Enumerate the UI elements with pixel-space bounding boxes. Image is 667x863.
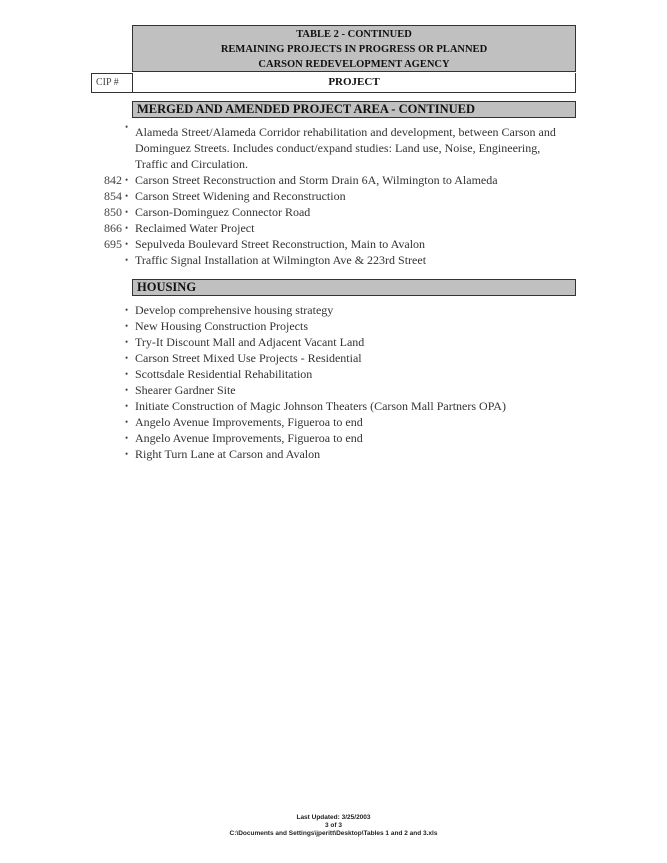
footer [0, 814, 667, 838]
cip-number: 850 [104, 205, 122, 219]
list-item [0, 318, 667, 334]
cip-number: 866 [104, 221, 122, 235]
column-header-cip: CIP # [91, 73, 133, 93]
bullet-icon: • [125, 305, 129, 315]
item-text: Carson-Dominguez Connector Road [135, 205, 311, 219]
cip-number: 842 [104, 173, 122, 187]
list-item [0, 350, 667, 366]
item-text: Carson Street Mixed Use Projects - Residential [135, 351, 362, 365]
list-item [0, 124, 667, 172]
item-text: Alameda Street/Alameda Corridor rehabilitation and development, between Carson and Dominguez Streets. Includes conduct/expand studies: Land use, Noise, Engineering, Traffic and Circulation. [135, 125, 556, 171]
bullet-icon: • [125, 337, 129, 347]
item-text: Angelo Avenue Improvements, Figueroa to end [135, 431, 363, 445]
bullet-icon: • [125, 353, 129, 363]
section-header-merged-amended: MERGED AND AMENDED PROJECT AREA - CONTINUED [132, 101, 576, 118]
item-text: Traffic Signal Installation at Wilmington Ave & 223rd Street [135, 253, 427, 267]
bullet-icon: • [125, 449, 129, 459]
list-item [0, 236, 667, 252]
list-item [0, 302, 667, 318]
list-item [0, 172, 667, 188]
bullet-icon: • [125, 255, 129, 265]
section-header-housing: HOUSING [132, 279, 576, 296]
column-header-project: PROJECT [132, 73, 576, 93]
item-text: Try-It Discount Mall and Adjacent Vacant Land [135, 335, 365, 349]
item-text: Right Turn Lane at Carson and Avalon [135, 447, 321, 461]
item-text: Carson Street Reconstruction and Storm Drain 6A, Wilmington to Alameda [135, 173, 498, 187]
item-text: Scottsdale Residential Rehabilitation [135, 367, 313, 381]
item-text: Sepulveda Boulevard Street Reconstruction, Main to Avalon [135, 237, 426, 251]
bullet-icon: • [125, 207, 129, 217]
bullet-icon: • [125, 385, 129, 395]
bullet-icon: • [125, 191, 129, 201]
list-item [0, 430, 667, 446]
item-text: Develop comprehensive housing strategy [135, 303, 334, 317]
bullet-icon: • [125, 401, 129, 411]
list-item [0, 220, 667, 236]
item-text: Carson Street Widening and Reconstruction [135, 189, 346, 203]
bullet-icon: • [125, 223, 129, 233]
list-item [0, 398, 667, 414]
cip-number: 854 [104, 189, 122, 203]
agency-name: CARSON REDEVELOPMENT AGENCY [258, 59, 450, 70]
item-text: Initiate Construction of Magic Johnson Theaters (Carson Mall Partners OPA) [135, 399, 506, 413]
list-item [0, 446, 667, 462]
last-updated: Last Updated: 3/25/2003 [296, 814, 371, 821]
list-item [0, 334, 667, 350]
file-path: C:\Documents and Settings\jperitt\Desktop\Tables 1 and 2 and 3.xls [229, 830, 438, 837]
list-item [0, 188, 667, 204]
item-text: New Housing Construction Projects [135, 319, 308, 333]
list-item [0, 252, 667, 268]
list-item [0, 414, 667, 430]
bullet-icon: • [125, 175, 129, 185]
bullet-icon: • [125, 122, 129, 132]
table-subtitle: REMAINING PROJECTS IN PROGRESS OR PLANNED [220, 44, 488, 55]
page-number: 3 of 3 [325, 822, 342, 829]
bullet-icon: • [125, 433, 129, 443]
list-item [0, 204, 667, 220]
bullet-icon: • [125, 321, 129, 331]
item-text: Shearer Gardner Site [135, 383, 236, 397]
bullet-icon: • [125, 239, 129, 249]
cip-number: 695 [104, 237, 122, 251]
table-title: TABLE 2 - CONTINUED [296, 29, 412, 40]
list-item [0, 382, 667, 398]
item-text: Angelo Avenue Improvements, Figueroa to end [135, 415, 363, 429]
table-title-header [132, 25, 576, 72]
bullet-icon: • [125, 417, 129, 427]
bullet-icon: • [125, 369, 129, 379]
item-text: Reclaimed Water Project [135, 221, 255, 235]
list-item [0, 366, 667, 382]
